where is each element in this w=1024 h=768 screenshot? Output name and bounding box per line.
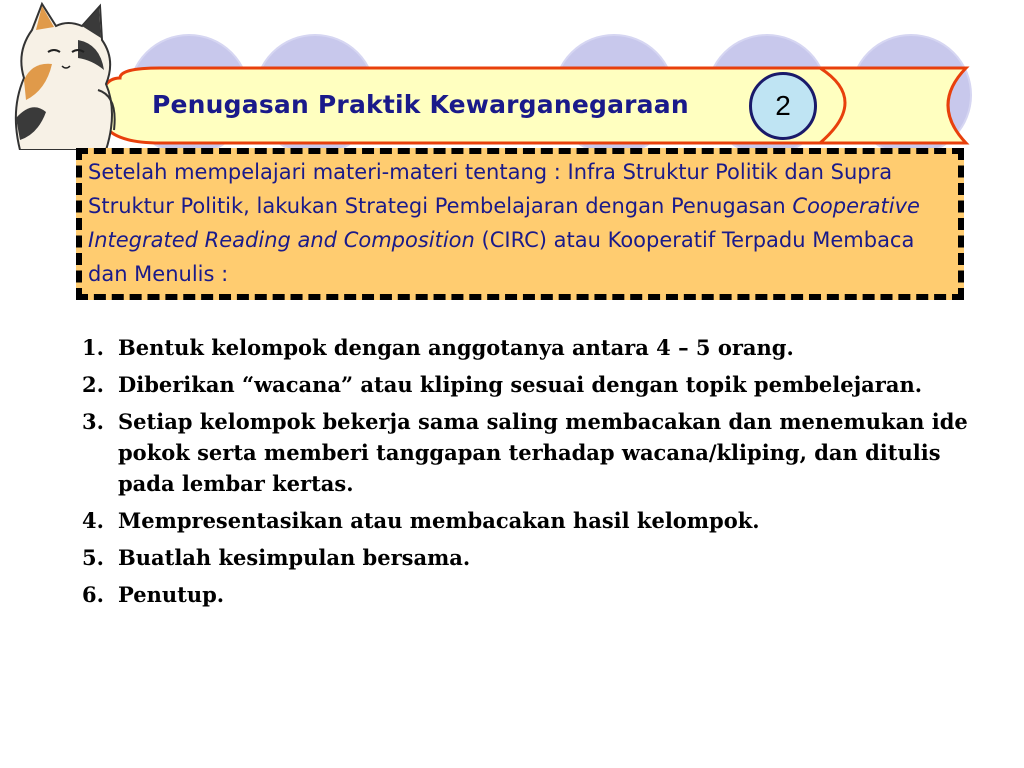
intro-text bbox=[88, 155, 958, 291]
list-text: Diberikan “wacana” atau kliping sesuai dengan topik pembelejaran. bbox=[118, 372, 923, 397]
list-text: Bentuk kelompok dengan anggotanya antara 4 – 5 orang. bbox=[118, 335, 794, 360]
steps-list bbox=[76, 332, 996, 616]
list-number: 5. bbox=[82, 545, 104, 570]
intro-text-part: (CIRC) atau Kooperatif Terpadu Membaca dan Menulis : bbox=[88, 228, 915, 286]
slide-number-badge: 2 bbox=[749, 72, 817, 140]
title-banner bbox=[0, 0, 1024, 160]
list-text: Buatlah kesimpulan bersama. bbox=[118, 545, 471, 570]
intro-text-italic: Cooperative Integrated Reading and Composition bbox=[88, 194, 920, 252]
list-item bbox=[76, 369, 996, 400]
list-item bbox=[76, 579, 996, 610]
list-text: Setiap kelompok bekerja sama saling membacakan dan menemukan ide pokok serta memberi tanggapan terhadap wacana/kliping, dan ditulis pada lembar kertas. bbox=[118, 409, 968, 496]
list-number: 1. bbox=[82, 335, 104, 360]
intro-text-part: Setelah mempelajari materi-materi tentang : Infra Struktur Politik dan Supra Struktur Politik, lakukan Strategi Pembelajaran dengan Penugasan bbox=[88, 160, 893, 218]
page-title: Penugasan Praktik Kewarganegaraan bbox=[152, 90, 689, 119]
list-number: 2. bbox=[82, 372, 104, 397]
list-text: Penutup. bbox=[118, 582, 225, 607]
list-item bbox=[76, 542, 996, 573]
list-item bbox=[76, 406, 996, 499]
list-text: Mempresentasikan atau membacakan hasil kelompok. bbox=[118, 508, 760, 533]
cat-illustration-icon bbox=[2, 0, 122, 150]
list-item bbox=[76, 505, 996, 536]
list-number: 3. bbox=[82, 409, 104, 434]
list-item bbox=[76, 332, 996, 363]
list-number: 6. bbox=[82, 582, 104, 607]
list-number: 4. bbox=[82, 508, 104, 533]
